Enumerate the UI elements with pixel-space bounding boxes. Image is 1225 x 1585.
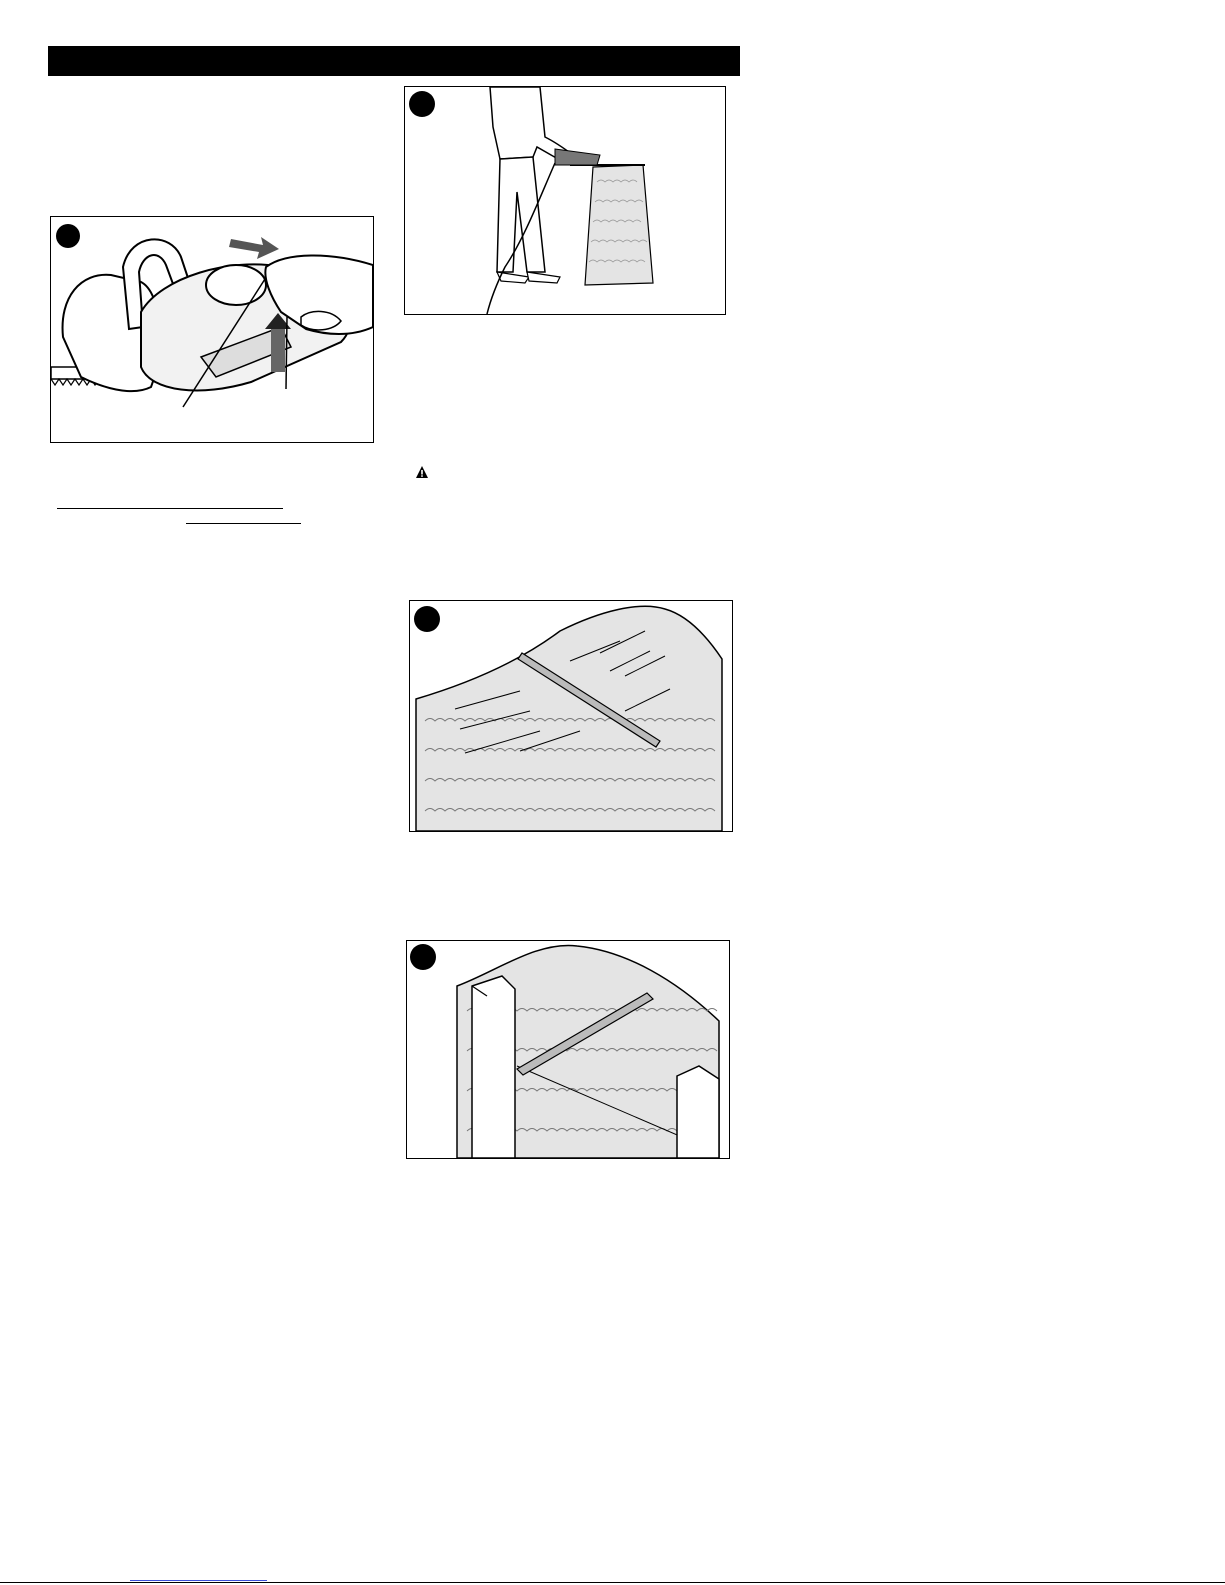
- section-header-bar: [48, 46, 740, 76]
- figure-number-badge: [409, 91, 435, 117]
- figure-number-badge: [56, 224, 80, 248]
- figure-operator-trimming: [404, 86, 726, 315]
- figure-number-badge: [410, 944, 436, 970]
- hedge-top-illustration: [410, 601, 732, 831]
- operator-illustration: [405, 87, 725, 314]
- figure-hedge-with-guide-posts: [406, 940, 730, 1159]
- figure-hedge-top-sweep: [409, 600, 733, 832]
- figure-trigger-lockoff: [50, 216, 374, 443]
- page-bottom-rule: [0, 1582, 1225, 1583]
- underline-rule-1: [57, 508, 283, 509]
- hedge-posts-illustration: [407, 941, 729, 1158]
- trimmer-hand-illustration: [51, 217, 373, 442]
- figure-number-badge: [414, 606, 440, 632]
- page-link-underline[interactable]: [130, 1580, 267, 1581]
- warning-triangle-icon: [415, 465, 429, 479]
- underline-rule-2: [186, 523, 301, 524]
